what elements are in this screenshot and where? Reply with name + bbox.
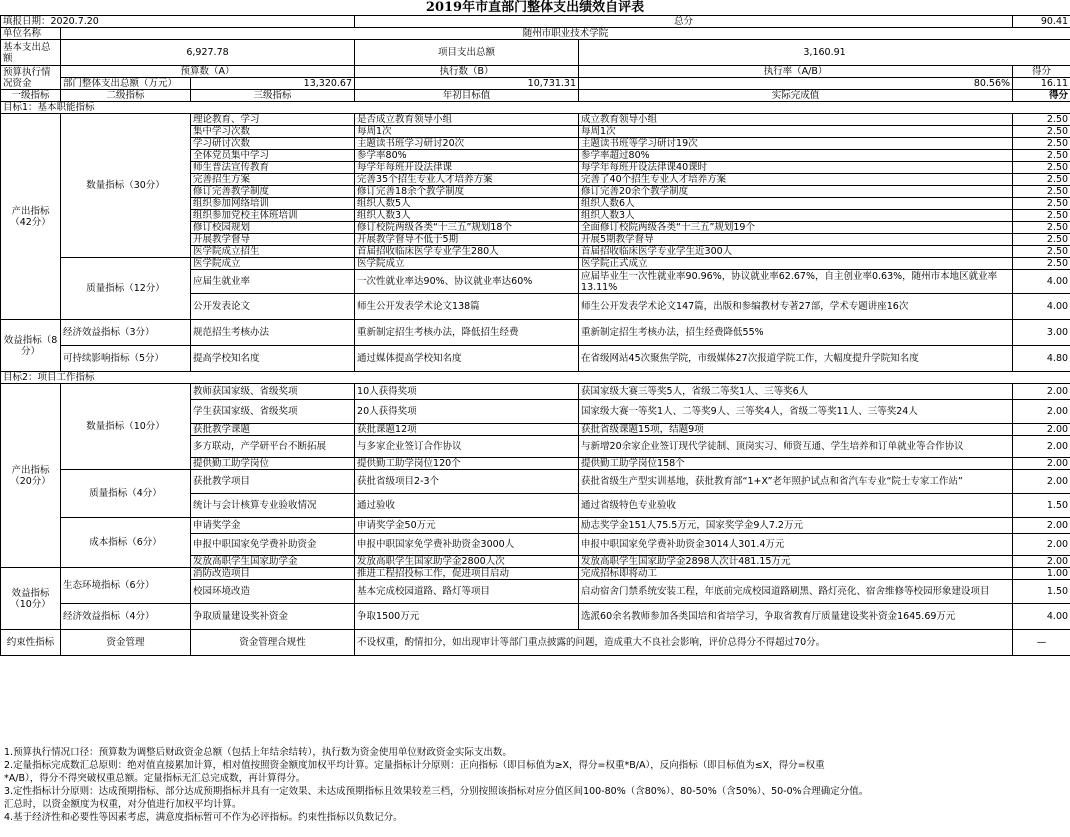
target-cell: 完善35个招生专业人才培养方案 — [355, 174, 579, 186]
score-cell: 2.00 — [1013, 436, 1070, 458]
actual-cell: 国家级大赛一等奖1人、二等奖9人、三等奖4人，省级二等奖11人、三等奖24人 — [579, 400, 1013, 424]
score-cell: 4.00 — [1013, 604, 1070, 630]
score-header: 得分 — [1013, 90, 1070, 102]
g2-quality-label: 质量指标（4分） — [61, 470, 191, 518]
indicator-cell: 公开发表论文 — [191, 294, 355, 320]
header-row-cols — [1, 66, 1070, 78]
score-cell: 2.50 — [1013, 114, 1070, 126]
indicator-cell: 争取质量建设奖补资金 — [191, 604, 355, 630]
score-cell: 1.00 — [1013, 568, 1070, 580]
header-row-unit — [1, 28, 1070, 40]
score-cell: 2.50 — [1013, 222, 1070, 234]
target-cell: 提供勤工助学岗位120个 — [355, 458, 579, 470]
table-row — [1, 604, 1070, 630]
actual-cell: 在省级网站45次聚焦学院，市级媒体27次报道学院工作，大幅度提升学院知名度 — [579, 346, 1013, 372]
actual-cell: 修订完善20余个教学制度 — [579, 186, 1013, 198]
header-row-date — [1, 16, 1070, 28]
g1-quality-label: 质量指标（12分） — [61, 258, 191, 320]
indicator-cell: 多方联动，产学研平台不断拓展 — [191, 436, 355, 458]
actual-cell: 主题读书班等学习研讨19次 — [579, 138, 1013, 150]
target-cell: 一次性就业率达90%、协议就业率达60% — [355, 270, 579, 294]
actual-cell: 重新制定招生考核办法，招生经费降低55% — [579, 320, 1013, 346]
target-cell: 争取1500万元 — [355, 604, 579, 630]
score-cell: 2.00 — [1013, 384, 1070, 400]
actual-cell: 参学率超过80% — [579, 150, 1013, 162]
g2-quantity-label: 数量指标（10分） — [61, 384, 191, 470]
fill-date: 填报日期：2020.7.20 — [1, 16, 355, 28]
g1-output-label: 产出指标（42分） — [1, 114, 61, 320]
indicator-cell: 修订校园规划 — [191, 222, 355, 234]
actual-cell: 每周1次 — [579, 126, 1013, 138]
score-cell: 1.50 — [1013, 580, 1070, 604]
target-cell: 20人获得奖项 — [355, 400, 579, 424]
actual-cell: 提供勤工助学岗位158个 — [579, 458, 1013, 470]
budget-value: 13,320.67 — [191, 78, 355, 90]
g1-benefit-label: 效益指标（8分） — [1, 320, 61, 372]
goal2-row — [1, 372, 1070, 384]
indicator-cell: 发放高职学生国家助学金 — [191, 556, 355, 568]
target-cell: 开展教学督导不低于5期 — [355, 234, 579, 246]
actual-cell: 医学院正式成立 — [579, 258, 1013, 270]
indicator-cell: 学习研讨次数 — [191, 138, 355, 150]
target-cell: 医学院成立 — [355, 258, 579, 270]
exec-value: 10,731.31 — [355, 78, 579, 90]
indicator-cell: 教师获国家级、省级奖项 — [191, 384, 355, 400]
actual-cell: 获批省级生产型实训基地，获批教育部“1+X”老年照护试点和省汽车专业“院士专家工作站” — [579, 470, 1013, 494]
indicator-cell: 集中学习次数 — [191, 126, 355, 138]
score-cell: 2.00 — [1013, 470, 1070, 494]
target-cell: 每学年每班开设法律课 — [355, 162, 579, 174]
indicator-cell: 获批教学课题 — [191, 424, 355, 436]
actual-cell: 发放高职学生国家助学金2898人次计481.15万元 — [579, 556, 1013, 568]
target-cell: 是否成立教育领导小组 — [355, 114, 579, 126]
target-cell: 首届招收临床医学专业学生280人 — [355, 246, 579, 258]
score-cell: 4.00 — [1013, 294, 1070, 320]
target-cell: 发放高职学生国家助学金2800人次 — [355, 556, 579, 568]
indicator-cell: 应届生就业率 — [191, 270, 355, 294]
indicator-cell: 修订完善教学制度 — [191, 186, 355, 198]
indicator-cell: 校园环境改造 — [191, 580, 355, 604]
total-score-label: 总分 — [355, 16, 1013, 28]
target-cell: 每周1次 — [355, 126, 579, 138]
constraint-desc: 不设权重，酌情扣分，如出现审计等部门重点披露的问题，造成重大不良社会影响，评价总得分不得超过70分。 — [355, 630, 1013, 656]
table-row — [1, 518, 1070, 534]
indicator-cell: 提供勤工助学岗位 — [191, 458, 355, 470]
score-value: 16.11 — [1013, 78, 1070, 90]
score-cell: 3.00 — [1013, 320, 1070, 346]
actual-cell: 每学年每班开设法律课40课时 — [579, 162, 1013, 174]
target-cell: 申请奖学金50万元 — [355, 518, 579, 534]
score-cell: 2.00 — [1013, 556, 1070, 568]
table-row — [1, 384, 1070, 400]
footnote-line: 1.预算执行情况口径：预算数为调整后财政资金总额（包括上年结余结转），执行数为资金使用单位财政资金实际支出数。 — [4, 747, 512, 758]
level3-header: 三级指标 — [191, 90, 355, 102]
target-cell: 组织人数5人 — [355, 198, 579, 210]
table-row — [1, 320, 1070, 346]
table-wrapper — [0, 15, 1070, 656]
score-cell: 2.00 — [1013, 534, 1070, 556]
header-row-basic — [1, 40, 1070, 66]
target-cell: 获批课题12项 — [355, 424, 579, 436]
g2-cost-label: 成本指标（6分） — [61, 518, 191, 568]
budget-col: 预算数（A） — [61, 66, 355, 78]
sheet-title: 2019年市直部门整体支出绩效自评表 — [425, 0, 645, 15]
budget-exec-label: 预算执行情况资金 — [1, 66, 61, 90]
indicator-cell: 医学院成立招生 — [191, 246, 355, 258]
score-cell: 2.00 — [1013, 518, 1070, 534]
score-cell: 2.50 — [1013, 174, 1070, 186]
score-cell: 1.50 — [1013, 494, 1070, 518]
indicator-cell: 全体党员集中学习 — [191, 150, 355, 162]
indicator-cell: 完善招生方案 — [191, 174, 355, 186]
project-value: 3,160.91 — [579, 40, 1070, 66]
actual-cell: 开展5期教学督导 — [579, 234, 1013, 246]
target-cell: 主题读书班学习研讨20次 — [355, 138, 579, 150]
score-cell: 2.00 — [1013, 400, 1070, 424]
score-cell: 2.50 — [1013, 198, 1070, 210]
unit-name: 随州市职业技术学院 — [61, 28, 1070, 40]
target-cell: 组织人数3人 — [355, 210, 579, 222]
actual-header: 实际完成值 — [579, 90, 1013, 102]
footnote-line: 3.定性指标计分原则：达成预期指标、部分达成预期指标并具有一定效果、未达成预期指标且效果较差三档，分别按照该指标对应分值区间100-80%（含80%）、80-50%（含50%）、50-0%合理确定分值。 — [4, 786, 869, 797]
score-cell: 2.00 — [1013, 458, 1070, 470]
actual-cell: 获批省级课题15项，结题9项 — [579, 424, 1013, 436]
constraint-item: 资金管理 — [61, 630, 191, 656]
goal1-title: 目标1：基本职能指标 — [1, 102, 1070, 114]
actual-cell: 首届招收临床医学专业学生近300人 — [579, 246, 1013, 258]
footnote-line: *A/B），得分不得突破权重总额。定量指标无汇总完成数，再计算得分。 — [4, 773, 306, 784]
score-cell: 2.50 — [1013, 246, 1070, 258]
g2-benefit-label: 效益指标（10分） — [1, 568, 61, 630]
g2-output-label: 产出指标（20分） — [1, 384, 61, 568]
target-cell: 推进工程招投标工作，促进项目启动 — [355, 568, 579, 580]
actual-cell: 师生公开发表学术论文147篇，出版和参编教材专著27部，学术专题讲座16次 — [579, 294, 1013, 320]
indicator-cell: 组织参加党校主体班培训 — [191, 210, 355, 222]
actual-cell: 获国家级大赛三等奖5人，省级二等奖1人、三等奖6人 — [579, 384, 1013, 400]
constraint-sub: 资金管理合规性 — [191, 630, 355, 656]
target-header: 年初目标值 — [355, 90, 579, 102]
actual-cell: 成立教育领导小组 — [579, 114, 1013, 126]
indicator-cell: 开展教学督导 — [191, 234, 355, 246]
footnote-line: 汇总时，以资金额度为权重，对分值进行加权平均计算。 — [4, 799, 242, 810]
indicator-cell: 申报中职国家免学费补助资金 — [191, 534, 355, 556]
indicator-cell: 医学院成立 — [191, 258, 355, 270]
constraint-score: — — [1013, 630, 1070, 656]
level2-header: 二级指标 — [61, 90, 191, 102]
indicator-cell: 学生获国家级、省级奖项 — [191, 400, 355, 424]
goal2-title: 目标2：项目工作指标 — [1, 372, 1070, 384]
total-score: 90.41 — [1013, 16, 1070, 28]
target-cell: 10人获得奖项 — [355, 384, 579, 400]
indicator-cell: 提高学校知名度 — [191, 346, 355, 372]
goal1-row — [1, 102, 1070, 114]
actual-cell: 组织人数6人 — [579, 198, 1013, 210]
actual-cell: 完成招标即将动工 — [579, 568, 1013, 580]
actual-cell: 通过省级特色专业验收 — [579, 494, 1013, 518]
header-row-values — [1, 78, 1070, 90]
table-row — [1, 114, 1070, 126]
column-header-row — [1, 90, 1070, 102]
score-cell: 2.00 — [1013, 424, 1070, 436]
indicator-cell: 理论教育、学习 — [191, 114, 355, 126]
indicator-cell: 规范招生考核办法 — [191, 320, 355, 346]
indicator-cell: 统计与会计核算专业验收情况 — [191, 494, 355, 518]
target-cell: 通过媒体提高学校知名度 — [355, 346, 579, 372]
target-cell: 获批省级项目2-3个 — [355, 470, 579, 494]
score-cell: 2.50 — [1013, 186, 1070, 198]
g1-econ-label: 经济效益指标（3分） — [61, 320, 191, 346]
footnotes — [0, 746, 1070, 824]
actual-cell: 申报中职国家免学费补助资金3014人301.4万元 — [579, 534, 1013, 556]
indicator-cell: 申请奖学金 — [191, 518, 355, 534]
target-cell: 与多家企业签订合作协议 — [355, 436, 579, 458]
score-cell: 2.50 — [1013, 258, 1070, 270]
score-col: 得分 — [1013, 66, 1070, 78]
dept-total-label: 部门整体支出总额（万元） — [61, 78, 191, 90]
constraint-label: 约束性指标 — [1, 630, 61, 656]
indicator-cell: 获批教学项目 — [191, 470, 355, 494]
g1-quantity-label: 数量指标（30分） — [61, 114, 191, 258]
score-cell: 2.50 — [1013, 150, 1070, 162]
table-row — [1, 470, 1070, 494]
score-cell: 2.50 — [1013, 234, 1070, 246]
score-cell: 4.00 — [1013, 270, 1070, 294]
indicator-cell: 师生普法宣传教育 — [191, 162, 355, 174]
actual-cell: 全面修订校院两级各类“十三五”规划19个 — [579, 222, 1013, 234]
evaluation-table — [0, 15, 1070, 656]
table-row — [1, 346, 1070, 372]
target-cell: 申报中职国家免学费补助资金3000人 — [355, 534, 579, 556]
actual-cell: 与新增20余家企业签订现代学徒制、顶岗实习、师资互通、学生培养和订单就业等合作协议 — [579, 436, 1013, 458]
unit-label: 单位名称 — [1, 28, 61, 40]
table-row — [1, 258, 1070, 270]
actual-cell: 启动宿舍门禁系统安装工程，年底前完成校园道路刷黑、路灯亮化、宿舍维修等校园形象建设项目 — [579, 580, 1013, 604]
actual-cell: 选派60余名教师参加各类国培和省培学习，争取省教育厅质量建设奖补资金1645.69万元 — [579, 604, 1013, 630]
score-cell: 4.80 — [1013, 346, 1070, 372]
project-label: 项目支出总额 — [355, 40, 579, 66]
actual-cell: 组织人数3人 — [579, 210, 1013, 222]
actual-cell: 应届毕业生一次性就业率90.96%，协议就业率62.67%，自主创业率0.63%，随州市本地区就业率13.11% — [579, 270, 1013, 294]
actual-cell: 完善了40个招生专业人才培养方案 — [579, 174, 1013, 186]
target-cell: 重新制定招生考核办法，降低招生经费 — [355, 320, 579, 346]
rate-col: 执行率（A/B） — [579, 66, 1013, 78]
target-cell: 修订完善18余个教学制度 — [355, 186, 579, 198]
score-cell: 2.50 — [1013, 210, 1070, 222]
target-cell: 基本完成校园道路、路灯等项目 — [355, 580, 579, 604]
score-cell: 2.50 — [1013, 126, 1070, 138]
rate-value: 80.56% — [579, 78, 1013, 90]
exec-col: 执行数（B） — [355, 66, 579, 78]
target-cell: 修订校院两级各类“十三五”规划18个 — [355, 222, 579, 234]
target-cell: 师生公开发表学术论文138篇 — [355, 294, 579, 320]
score-cell: 2.50 — [1013, 162, 1070, 174]
target-cell: 参学率80% — [355, 150, 579, 162]
footnote-line: 4.基于经济性和必要性等因素考虑，满意度指标暂可不作为必评指标。约束性指标以负数记分。 — [4, 812, 403, 823]
g2-eco-label: 生态环境指标（6分） — [61, 568, 191, 604]
target-cell: 通过验收 — [355, 494, 579, 518]
constraint-row — [1, 630, 1070, 656]
level1-header: 一级指标 — [1, 90, 61, 102]
footnote-line: 2.定量指标完成数汇总原则：绝对值直接累加计算，相对值按照资金额度加权平均计算。定量指标计分原则：正向指标（即目标值为≥X，得分=权重*B/A），反向指标（即目标值为≤X，得分=权重 — [4, 760, 825, 771]
basic-value: 6,927.78 — [61, 40, 355, 66]
table-row — [1, 568, 1070, 580]
score-cell: 2.50 — [1013, 138, 1070, 150]
indicator-cell: 消防改造项目 — [191, 568, 355, 580]
actual-cell: 励志奖学金151人75.5万元，国家奖学金9人7.2万元 — [579, 518, 1013, 534]
g2-econ-label: 经济效益指标（4分） — [61, 604, 191, 630]
g1-sustain-label: 可持续影响指标（5分） — [61, 346, 191, 372]
basic-label: 基本支出总额 — [1, 40, 61, 66]
indicator-cell: 组织参加网络培训 — [191, 198, 355, 210]
